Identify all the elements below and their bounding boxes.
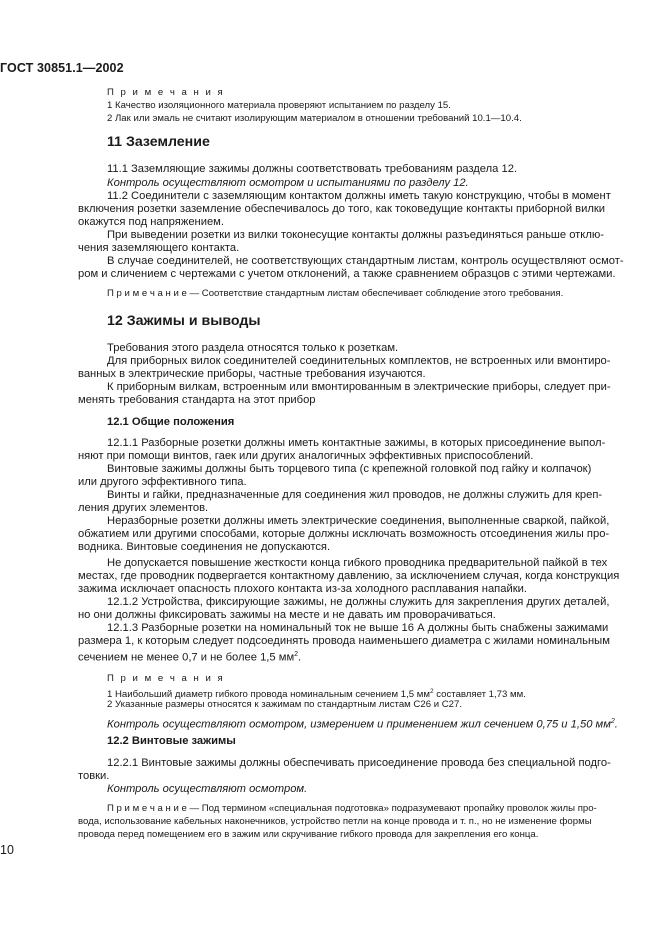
paragraph-line: ванных в электрические приборы, частные требования изучаются. xyxy=(78,368,426,380)
paragraph-line: товки. xyxy=(78,770,110,782)
paragraph-line: обжатием или другими способами, которые должны исключать возможность отсоединения жилы про- xyxy=(78,528,610,540)
paragraph-line: Неразборные розетки должны иметь электрические соединения, выполненные сваркой, пайкой, xyxy=(107,515,610,527)
paragraph-line: менять требования стандарта на этот прибор xyxy=(78,394,316,406)
subsection-12-2-heading: 12.2 Винтовые зажимы xyxy=(107,735,236,747)
note-item: 2 Указанные размеры относятся к зажимам по стандартным листам С26 и С27. xyxy=(107,699,462,710)
punctuation: . xyxy=(614,718,618,731)
paragraph-line: местах, где проводник подвергается контактному давлению, за исключением случая, когда конструкция xyxy=(78,570,620,582)
superscript: 2 xyxy=(294,651,299,658)
paragraph-line: 12.1.1 Разборные розетки должны иметь контактные зажимы, в которых присоединение выпол- xyxy=(107,437,606,449)
check-text: Контроль осуществляют осмотром, измерением и применением жил сечением 0,75 и 1,50 мм xyxy=(107,718,611,731)
paragraph-line: 12.2.1 Винтовые зажимы должны обеспечивать присоединение провода без специальной подго- xyxy=(107,757,611,769)
check-statement xyxy=(107,715,618,732)
paragraph-line: 12.1.3 Разборные розетки на номинальный ток не выше 16 А должны быть снабжены зажимами xyxy=(107,622,609,634)
paragraph-line: но они должны фиксировать зажимы на месте и не давать им проворачиваться. xyxy=(78,609,496,621)
check-statement: Контроль осуществляют осмотром. xyxy=(107,783,308,795)
paragraph-line: няют при помощи винтов, гаек или других аналогичных эффективных приспособлений. xyxy=(78,450,534,462)
paragraph-line: окажутся под напряжением. xyxy=(78,216,224,228)
page-number: 10 xyxy=(0,843,14,857)
paragraph: 11.1 Заземляющие зажимы должны соответствовать требованиям раздела 12. xyxy=(107,163,518,175)
paragraph-line: Требования этого раздела относятся только к розеткам. xyxy=(107,342,399,354)
paragraph-line: водника. Винтовые соединения не допускаются. xyxy=(78,541,331,553)
note: П р и м е ч а н и е — Соответствие стандартным листам обеспечивает соблюдение этого требования. xyxy=(107,288,564,299)
note-line: П р и м е ч а н и е — Под термином «специальная подготовка» подразумевают пропайку проволок жилы про- xyxy=(107,803,597,814)
section-12-heading: 12 Зажимы и выводы xyxy=(107,313,261,329)
paragraph-line: размера 1, к которым следует подсоединять провода наименьшего диаметра с жилами номинальным xyxy=(78,635,610,647)
note-line: провода перед помещением его в зажим или скручивание гибкого провода для закрепления его конца. xyxy=(78,829,539,840)
punctuation: . xyxy=(298,651,302,664)
subsection-12-1-heading: 12.1 Общие положения xyxy=(107,416,235,428)
line-text: сечением не менее 0,7 и не более 1,5 мм xyxy=(78,651,295,664)
section-11-heading: 11 Заземление xyxy=(107,134,210,150)
paragraph-line: В случае соединителей, не соответствующих стандартным листам, контроль осуществляют осмот- xyxy=(107,255,624,267)
note-line: вода, использование кабельных наконечников, устройство петли на конце провода и т. п., но не изменение формы xyxy=(78,816,592,827)
note-text: составляет 1,73 мм. xyxy=(433,689,526,701)
paragraph-line: При выведении розетки из вилки токонесущие контакты должны разъединяться раньше отклю- xyxy=(107,229,604,241)
paragraph-line: включения розетки заземление обеспечивалось до того, как токоведущие контакты приборной вилки xyxy=(78,203,606,215)
paragraph-line: Винты и гайки, предназначенные для соединения жил проводов, не должны служить для креп- xyxy=(107,489,603,501)
paragraph-line: зажима исключает опасность плохого контакта из-за холодного расплавания напайки. xyxy=(78,583,527,595)
paragraph-line: Винтовые зажимы должны быть торцевого типа (с крепежной головкой под гайку и колпачок) xyxy=(107,463,592,475)
superscript: 2 xyxy=(610,718,615,725)
paragraph-line: ром и сличением с чертежами с учетом отклонений, а также сравнением образцов с этими чертежами. xyxy=(78,268,616,280)
paragraph-line: 12.1.2 Устройства, фиксирующие зажимы, не должны служить для закрепления других деталей, xyxy=(107,596,610,608)
paragraph-line: К приборным вилкам, встроенным или вмонтированным в электрические приборы, следует при- xyxy=(107,381,611,393)
paragraph-line: Не допускается повышение жесткости конца гибкого проводника предварительной пайкой в тех xyxy=(107,557,608,569)
note-item: 1 Качество изоляционного материала проверяют испытанием по разделу 15. xyxy=(107,100,451,111)
paragraph-line: чения заземляющего контакта. xyxy=(78,242,240,254)
notes-label: П р и м е ч а н и я xyxy=(107,87,225,98)
paragraph-line: Для приборных вилок соединителей соединительных комплектов, не встроенных или вмонтиро- xyxy=(107,355,611,367)
note-item: 2 Лак или эмаль не считают изолирующим материалом в отношении требований 10.1—10.4. xyxy=(107,113,522,124)
paragraph-line: или другого эффективного типа. xyxy=(78,476,247,488)
note-text: 1 Наибольший диаметр гибкого провода номинальным сечением 1,5 мм xyxy=(107,689,430,701)
paragraph-line xyxy=(78,648,301,665)
superscript: 2 xyxy=(429,688,434,695)
document-code-header: ГОСТ 30851.1—2002 xyxy=(0,61,124,75)
notes-label: П р и м е ч а н и я xyxy=(107,673,225,684)
check-statement: Контроль осуществляют осмотром и испытаниями по разделу 12. xyxy=(107,177,469,189)
paragraph-line: ления других элементов. xyxy=(78,502,209,514)
paragraph-line: 11.2 Соединители с заземляющим контактом должны иметь такую конструкцию, чтобы в момент xyxy=(107,190,611,202)
